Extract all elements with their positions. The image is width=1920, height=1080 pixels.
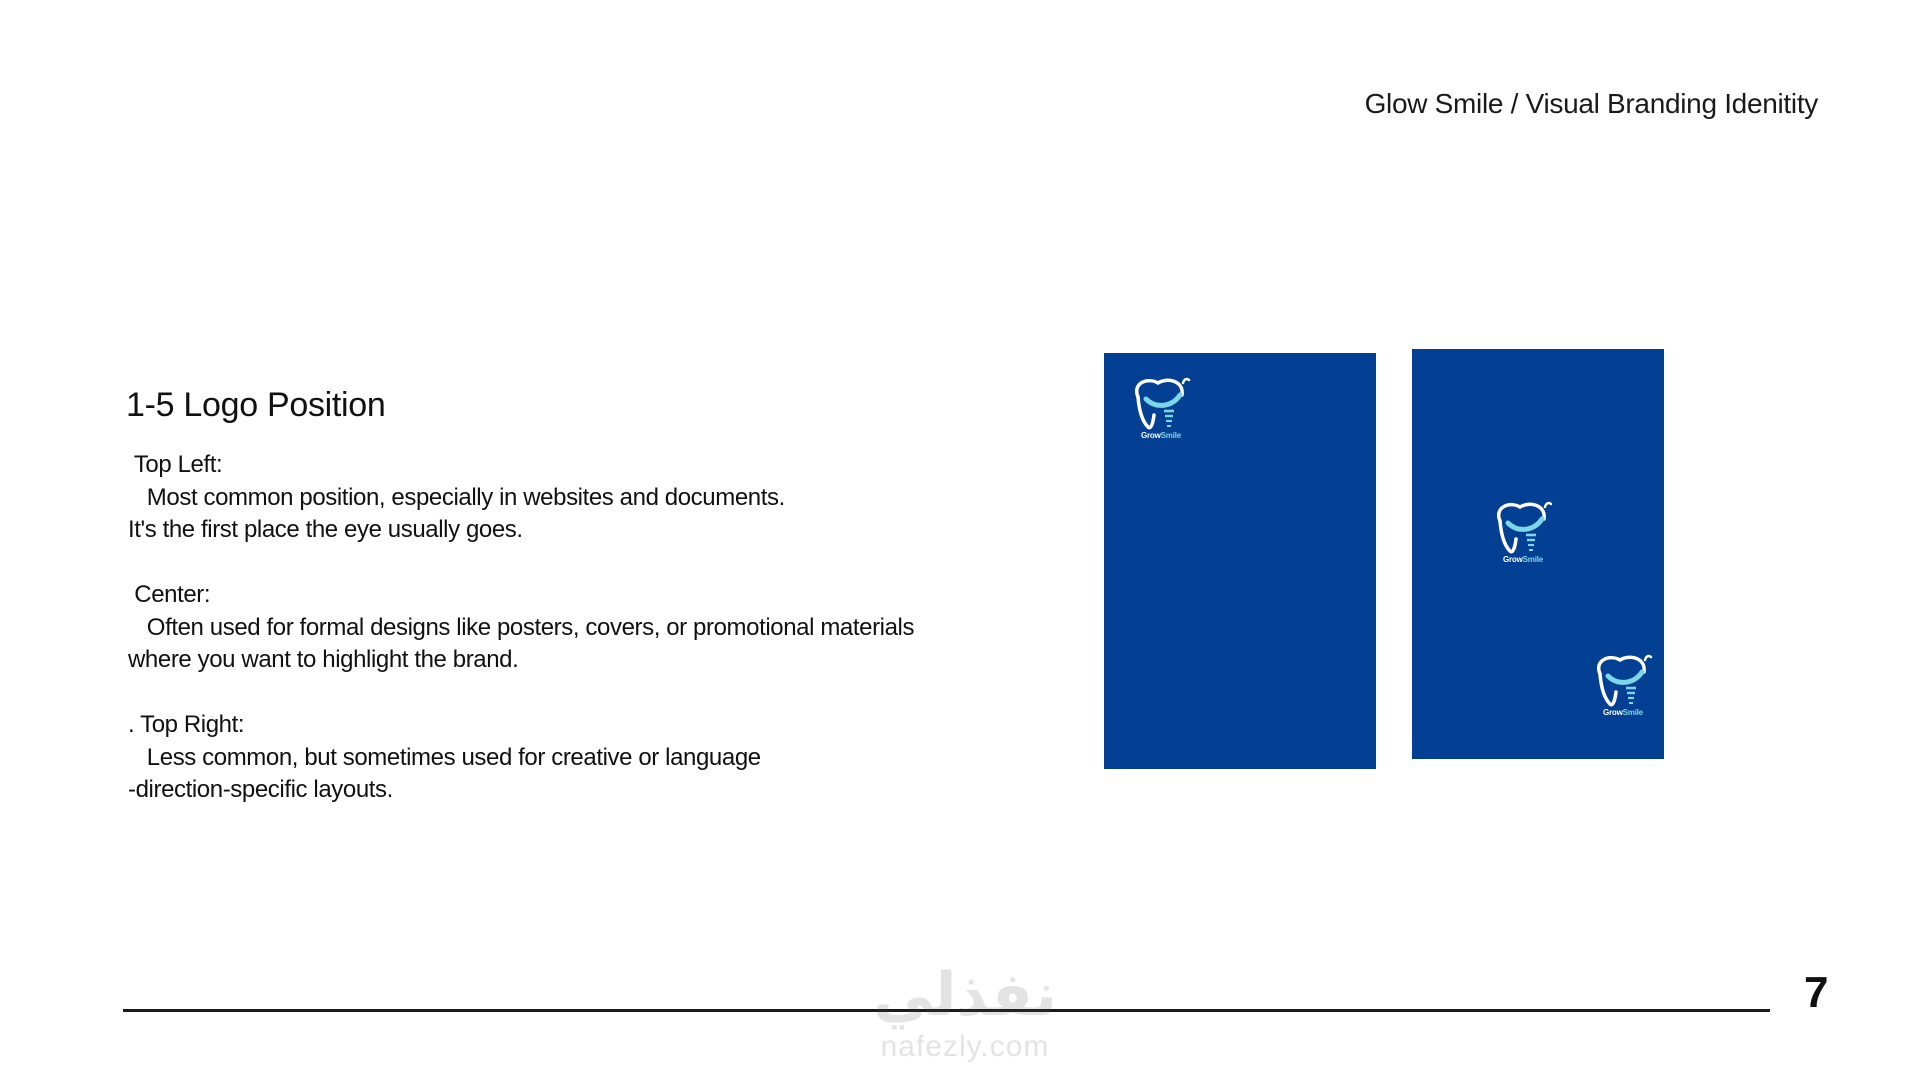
logo-wordmark: GrowSmile bbox=[1140, 431, 1181, 440]
watermark-latin: nafezly.com bbox=[880, 1030, 1050, 1063]
position-top-left bbox=[128, 449, 1028, 547]
tooth-implant-icon bbox=[1588, 652, 1658, 710]
position-desc-top-right-line2: -direction-specific layouts. bbox=[128, 776, 393, 803]
section-title: 1-5 Logo Position bbox=[126, 386, 386, 424]
mockup-top-left-placement bbox=[1104, 353, 1376, 769]
brand-logo bbox=[1126, 375, 1196, 440]
position-desc-center-line2: where you want to highlight the brand. bbox=[128, 646, 519, 673]
position-top-right bbox=[128, 709, 1028, 807]
position-label-top-right: . Top Right: bbox=[128, 711, 245, 738]
brand-logo-center bbox=[1488, 499, 1558, 564]
tooth-implant-icon bbox=[1126, 375, 1196, 433]
mockup-center-and-corner-placement bbox=[1412, 349, 1664, 759]
position-label-top-left: Top Left: bbox=[128, 451, 223, 478]
tooth-implant-icon bbox=[1488, 499, 1558, 557]
watermark bbox=[850, 960, 1080, 1064]
position-label-center: Center: bbox=[128, 581, 211, 608]
position-desc-center-line1: Often used for formal designs like posters, covers, or promotional materials bbox=[128, 613, 915, 641]
position-desc-top-left-line1: Most common position, especially in websites and documents. bbox=[128, 483, 785, 511]
page-number: 7 bbox=[1804, 968, 1829, 1017]
brand-logo-bottom-right bbox=[1588, 652, 1658, 717]
position-center bbox=[128, 579, 1028, 677]
logo-wordmark: GrowSmile bbox=[1502, 555, 1543, 564]
logo-position-descriptions bbox=[128, 449, 1028, 839]
logo-wordmark: GrowSmile bbox=[1602, 708, 1643, 717]
watermark-arabic: نفذلي bbox=[873, 960, 1057, 1030]
position-desc-top-right-line1: Less common, but sometimes used for creative or language bbox=[128, 743, 761, 771]
document-header-title: Glow Smile / Visual Branding Idenitity bbox=[1364, 88, 1818, 119]
position-desc-top-left-line2: It's the first place the eye usually goes. bbox=[128, 516, 523, 543]
